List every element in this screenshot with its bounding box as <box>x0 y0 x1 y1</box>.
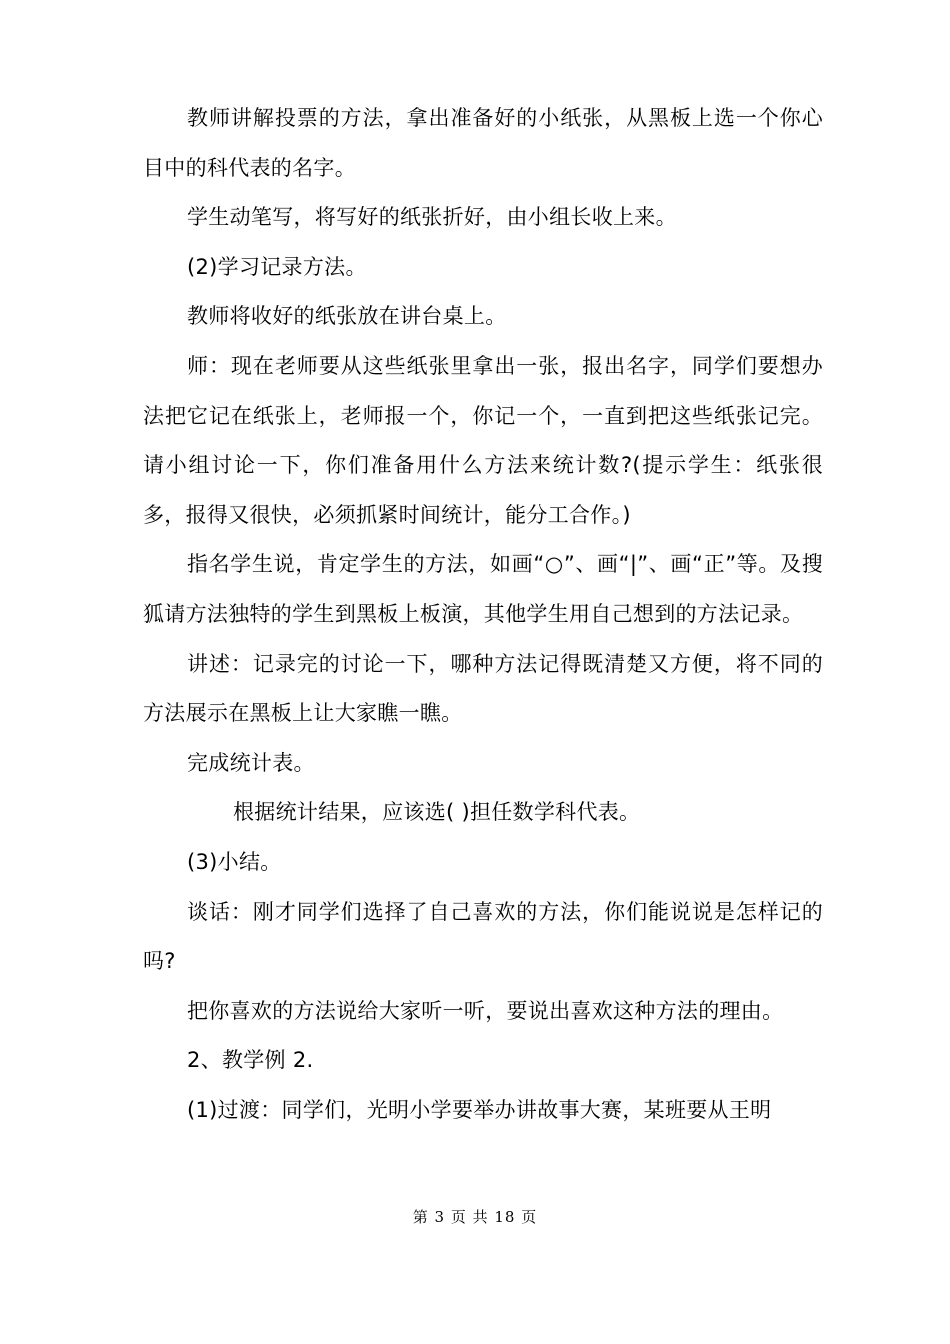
paragraph-papers-on-desk: 教师将收好的纸张放在讲台桌上。 <box>187 304 507 329</box>
paragraph-transition: (1)过渡：同学们，光明小学要举办讲故事大赛，某班要从王明 <box>187 1097 772 1122</box>
paragraph-discussion: 讲述：记录完的讨论一下，哪种方法记得既清楚又方便，将不同的方法展示在黑板上让大家瞧一瞧。 <box>143 651 823 726</box>
paragraph-teacher-instructions: 师：现在老师要从这些纸张里拿出一张，报出名字，同学们要想办法把它记在纸张上，老师报一个，你记一个，一直到把这些纸张记完。请小组讨论一下，你们准备用什么方法来统计数?(提示学生：纸张很多，报得又很快，必须抓紧时间统计，能分工合作。) <box>143 353 823 527</box>
paragraph-result-question: 根据统计结果，应该选( )担任数学科代表。 <box>233 800 641 825</box>
paragraph-complete-table: 完成统计表。 <box>187 750 315 775</box>
paragraph-summary-heading: (3)小结。 <box>187 849 282 874</box>
paragraph-talk: 谈话：刚才同学们选择了自己喜欢的方法，你们能说说是怎样记的吗? <box>143 899 823 974</box>
paragraph-student-methods: 指名学生说，肯定学生的方法，如画“○”、画“|”、画“正”等。及搜狐请方法独特的学生到黑板上板演，其他学生用自己想到的方法记录。 <box>143 552 823 626</box>
page-number-footer: 第 3 页 共 18 页 <box>412 1208 538 1226</box>
paragraph-learn-recording: (2)学习记录方法。 <box>187 254 367 279</box>
document-body <box>143 94 823 1135</box>
paragraph-share-method: 把你喜欢的方法说给大家听一听，要说出喜欢这种方法的理由。 <box>187 998 784 1023</box>
paragraph-voting-method: 教师讲解投票的方法，拿出准备好的小纸张，从黑板上选一个你心目中的科代表的名字。 <box>143 106 823 180</box>
paragraph-example-2-heading: 2、教学例 2. <box>187 1048 314 1073</box>
paragraph-students-write: 学生动笔写，将写好的纸张折好，由小组长收上来。 <box>187 205 677 230</box>
